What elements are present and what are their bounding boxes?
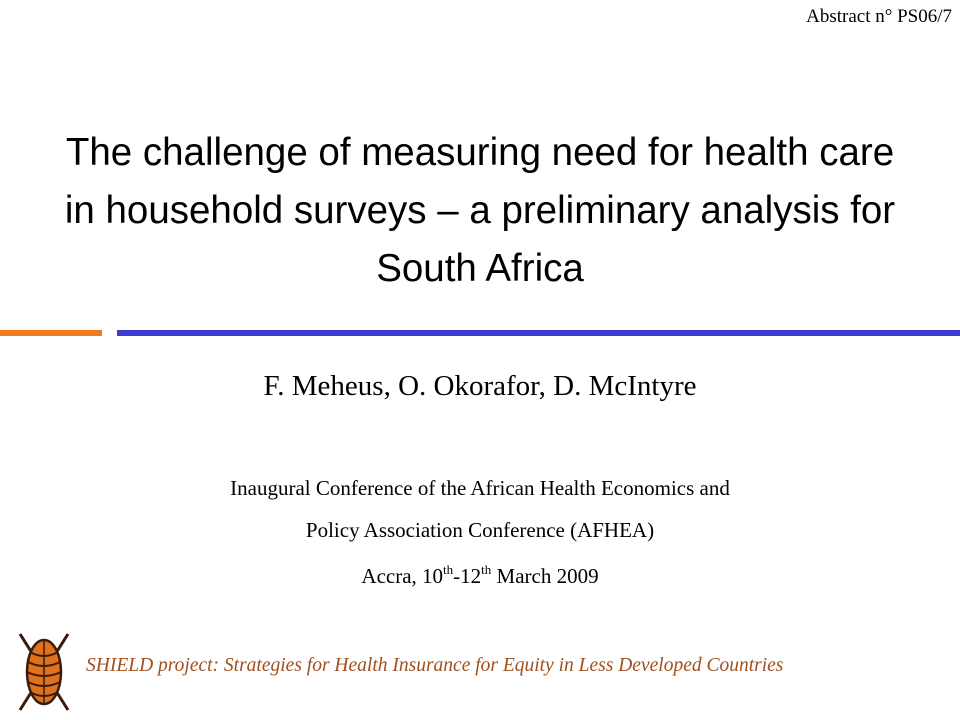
- footer-project-line: SHIELD project: Strategies for Health Insurance for Equity in Less Developed Countries: [86, 655, 784, 676]
- conference-line-2: Policy Association Conference (AFHEA): [305, 518, 655, 542]
- abstract-number: Abstract n° PS06/7: [806, 6, 952, 27]
- dates-sup-1: th: [443, 562, 454, 577]
- divider-orange: [0, 330, 102, 336]
- african-shield-icon: [14, 630, 74, 714]
- conference-dates: [0, 563, 960, 589]
- dates-mid: -12: [453, 564, 482, 588]
- dates-sup-2: th: [481, 562, 492, 577]
- dates-suffix: March 2009: [491, 564, 599, 588]
- divider-blue: [117, 330, 960, 336]
- conference-line-1: Inaugural Conference of the African Health Economics and: [230, 476, 730, 500]
- dates-prefix: Accra, 10: [361, 564, 444, 588]
- slide-title: The challenge of measuring need for health care in household surveys – a preliminary analysis for South Africa: [64, 131, 896, 290]
- authors: F. Meheus, O. Okorafor, D. McIntyre: [263, 370, 697, 402]
